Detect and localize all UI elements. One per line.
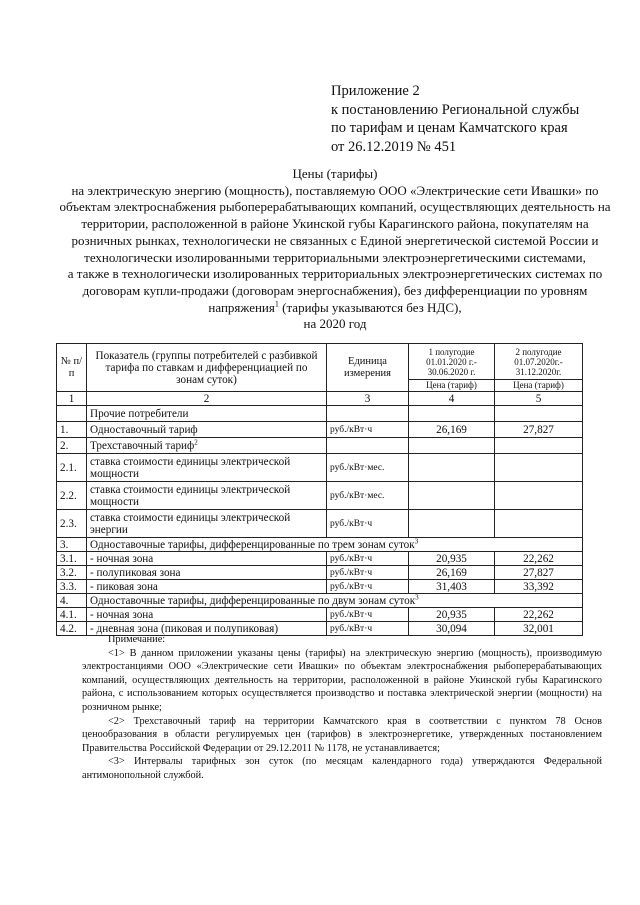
heading-line: на электрическую энергию (мощность), поставляемую ООО «Электрические сети Ивашки» по — [71, 182, 599, 198]
heading-line: технологически изолированными территориальными электроэнергетическими системами, — [84, 249, 586, 265]
footnote-ref: 1 — [274, 299, 279, 309]
table-row — [57, 422, 583, 438]
row-value-2: 27,827 — [495, 566, 583, 580]
row-value-1: 26,169 — [409, 422, 495, 438]
row-unit: руб./кВт·ч — [327, 608, 409, 622]
header-num: № п/п — [57, 344, 87, 392]
row-num: 2.2. — [57, 482, 87, 510]
row-unit: руб./кВт·ч — [327, 580, 409, 594]
period-2-label: 2 полугодие 01.07.2020г.- 31.12.2020г. — [514, 347, 563, 377]
table-row — [57, 566, 583, 580]
header-indicator: Показатель (группы потребителей с разбивкой тарифа по ставкам и дифференциацией по зонам суток) — [87, 344, 327, 392]
row-unit: руб./кВт·мес. — [327, 482, 409, 510]
heading-text: напряжения — [208, 299, 275, 315]
heading-line: розничных рынках, технологически не связанных с Единой энергетической системой России и — [71, 232, 599, 248]
index-cell: 5 — [495, 392, 583, 406]
notes-block — [82, 633, 602, 783]
index-cell: 4 — [409, 392, 495, 406]
period-1-label: 1 полугодие 01.01.2020 г.- 30.06.2020 г. — [426, 347, 477, 377]
heading-title: Цены (тарифы) — [292, 166, 378, 181]
heading-line — [40, 300, 630, 317]
row-name — [87, 538, 583, 552]
row-name: - ночная зона — [87, 552, 327, 566]
header-period-1 — [409, 344, 495, 380]
table-row — [57, 538, 583, 552]
row-num: 4.2. — [57, 622, 87, 636]
row-value-1: 20,935 — [409, 608, 495, 622]
footnote-ref: 2 — [194, 437, 198, 446]
row-unit: руб./кВт·ч — [327, 566, 409, 580]
table-row — [57, 580, 583, 594]
row-unit: руб./кВт·мес. — [327, 454, 409, 482]
tariff-table — [56, 343, 583, 636]
heading-line: а также в технологически изолированных территориальных электроэнергетических системах по — [67, 266, 603, 282]
row-num: 3.2. — [57, 566, 87, 580]
row-name: ставка стоимости единицы электрической мощности — [87, 482, 327, 510]
row-name-text: Одноставочные тарифы, дифференцированные по трем зонам суток — [90, 538, 415, 551]
note-2: <2> Трехставочный тариф на территории Камчатского края в соответствии с пунктом 78 Основ ценообразования в области регулируемых цен (тарифов) в электроэнергетике, утвержденных постановлением Правительства Российской Федерации от 29.12.2011 № 1178, не устанавливается; — [82, 715, 602, 754]
heading-line: объектам электроснабжения рыбоперерабатывающих компаний, осуществляющих деятельность на — [59, 199, 611, 215]
table-row — [57, 608, 583, 622]
table-row — [57, 594, 583, 608]
row-name: - пиковая зона — [87, 580, 327, 594]
row-value-2: 33,392 — [495, 580, 583, 594]
row-unit: руб./кВт·ч — [327, 552, 409, 566]
row-name — [87, 438, 327, 454]
table-row — [57, 482, 583, 510]
row-name: ставка стоимости единицы электрической мощности — [87, 454, 327, 482]
appendix-line: Приложение 2 — [331, 83, 420, 99]
row-num: 4. — [57, 594, 87, 608]
table-row — [57, 510, 583, 538]
row-value-2: 32,001 — [495, 622, 583, 636]
heading-line: договорам купли-продажи (договорам энергоснабжения), без дифференциации по уровням — [82, 282, 588, 298]
price-caption-1: Цена (тариф) — [409, 380, 495, 392]
header-period-2 — [495, 344, 583, 380]
appendix-line: к постановлению Региональной службы — [331, 101, 580, 118]
appendix-line: от 26.12.2019 № 451 — [331, 138, 457, 155]
row-value-2: 27,827 — [495, 422, 583, 438]
row-num: 2. — [57, 438, 87, 454]
row-value-2: 22,262 — [495, 608, 583, 622]
row-unit: руб./кВт·ч — [327, 510, 409, 538]
price-caption-2: Цена (тариф) — [495, 380, 583, 392]
index-cell: 1 — [57, 392, 87, 406]
row-num: 2.1. — [57, 454, 87, 482]
row-num: 3. — [57, 538, 87, 552]
row-name: Одноставочный тариф — [87, 422, 327, 438]
row-value-1: 30,094 — [409, 622, 495, 636]
row-num: 3.1. — [57, 552, 87, 566]
row-num: 1. — [57, 422, 87, 438]
heading-text: (тарифы указываются без НДС), — [278, 299, 462, 315]
row-num: 2.3. — [57, 510, 87, 538]
row-num: 4.1. — [57, 608, 87, 622]
appendix-block — [331, 82, 579, 156]
note-1: <1> В данном приложении указаны цены (тарифы) на электрическую энергию (мощность), производимую электростанциями ООО «Электрические сети Ивашки» по объектам электроснабжения рыбоперерабатывающих компаний, осуществляющих деятельность на территории, расположенной в районе Укинской губы Карагинского района, с использованием которых осуществляется производство и поставка электрической энергии (мощности) на розничном рынке; — [82, 647, 602, 713]
footnote-ref: 3 — [414, 536, 419, 545]
row-name: - дневная зона (пиковая и полупиковая) — [87, 622, 327, 636]
document-heading — [40, 166, 630, 333]
row-value-2: 22,262 — [495, 552, 583, 566]
row-name: - полупиковая зона — [87, 566, 327, 580]
row-name — [87, 594, 583, 608]
appendix-line: по тарифам и ценам Камчатского края — [331, 120, 568, 136]
row-name-text: Одноставочные тарифы, дифференцированные по двум зонам суток — [90, 594, 416, 607]
index-cell: 2 — [87, 392, 327, 406]
row-name-text: Трехставочный тариф — [90, 439, 195, 452]
table-row — [57, 438, 583, 454]
index-cell: 3 — [327, 392, 409, 406]
heading-line: территории, расположенной в районе Укинской губы Карагинского района, покупателям на — [81, 216, 589, 232]
section-label: Прочие потребители — [87, 406, 327, 422]
row-name: - ночная зона — [87, 608, 327, 622]
footnote-ref: 3 — [415, 592, 419, 601]
row-name: ставка стоимости единицы электрической энергии — [87, 510, 327, 538]
row-value-1: 31,403 — [409, 580, 495, 594]
row-value-1: 26,169 — [409, 566, 495, 580]
row-value-1: 20,935 — [409, 552, 495, 566]
heading-year: на 2020 год — [303, 316, 367, 332]
table-index-row — [57, 392, 583, 406]
table-header-row — [57, 344, 583, 380]
table-row — [57, 406, 583, 422]
row-unit: руб./кВт·ч — [327, 622, 409, 636]
row-unit: руб./кВт·ч — [327, 422, 409, 438]
row-num: 3.3. — [57, 580, 87, 594]
notes-title: Примечание: — [108, 634, 166, 645]
note-3: <3> Интервалы тарифных зон суток (по месяцам календарного года) утверждаются Федеральной антимонопольной службой. — [82, 756, 602, 781]
table-row — [57, 454, 583, 482]
table-row — [57, 552, 583, 566]
header-unit: Единица измерения — [327, 344, 409, 392]
